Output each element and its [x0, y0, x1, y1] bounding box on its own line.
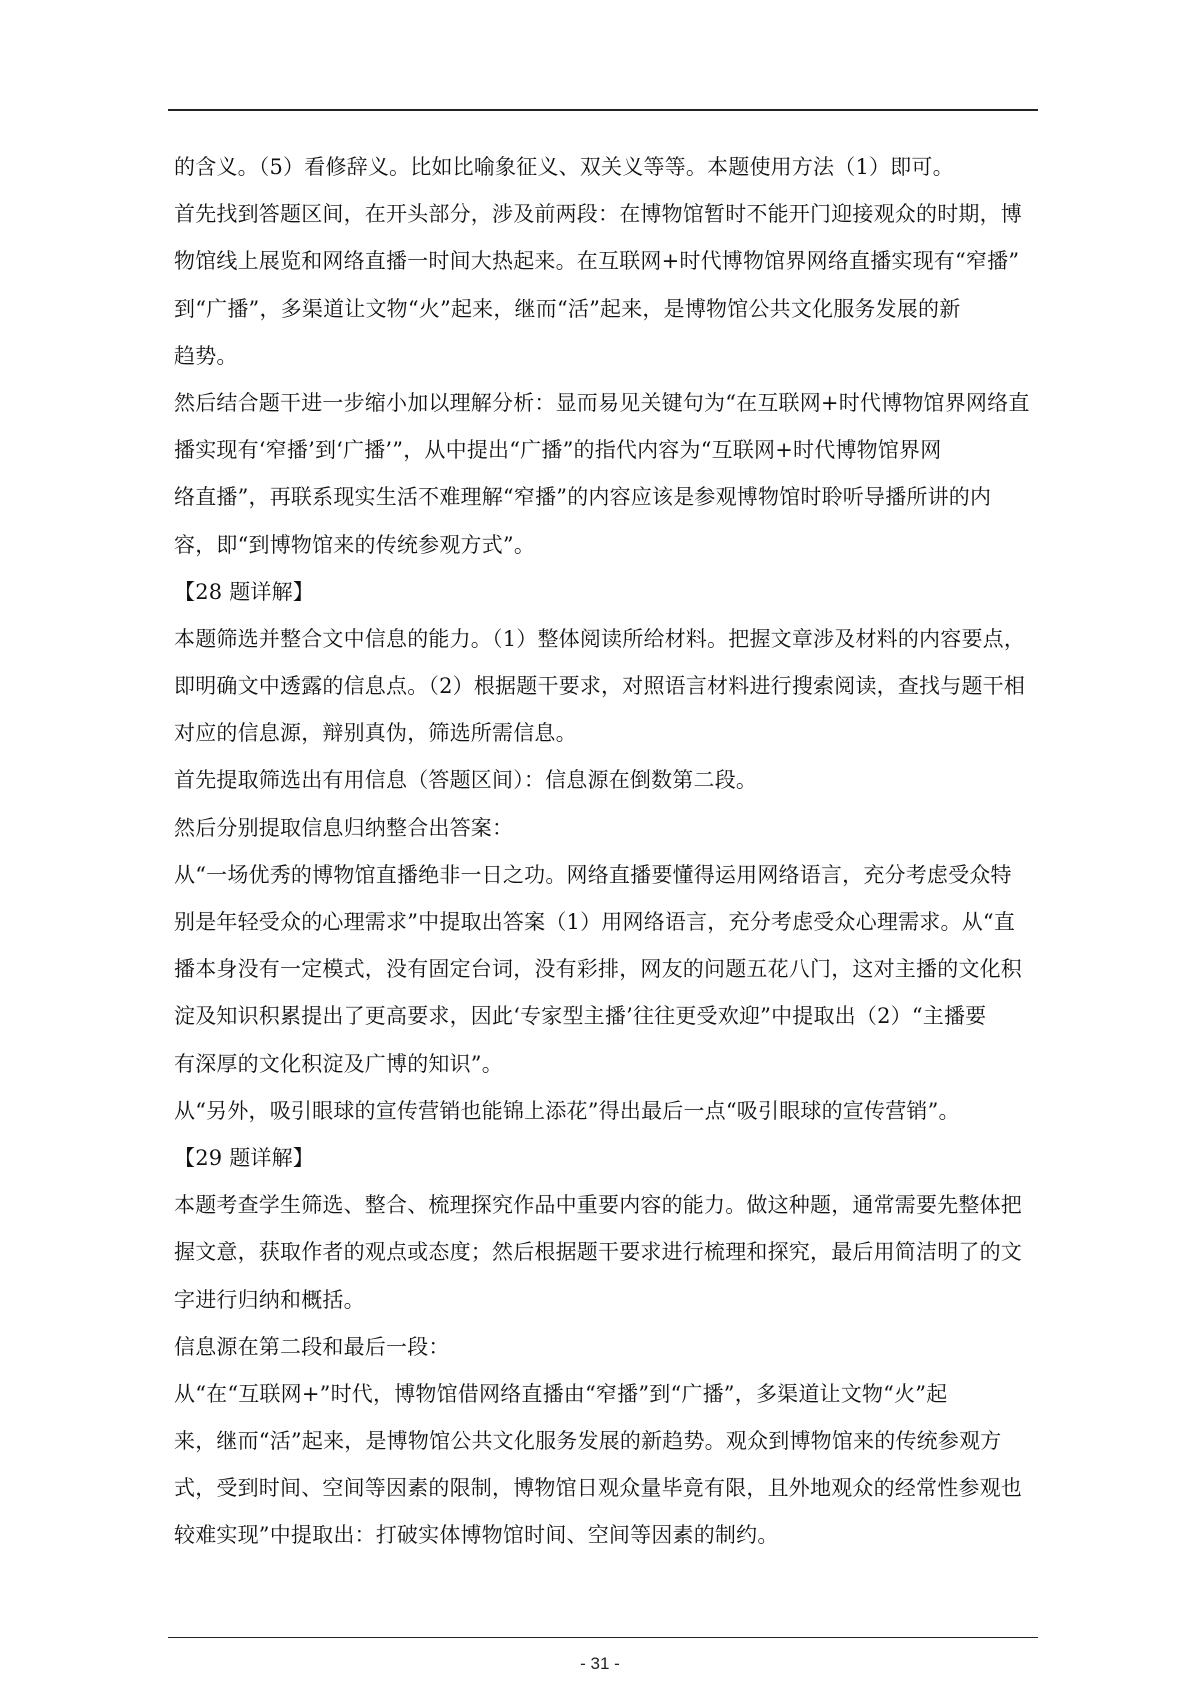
- body-line: 首先找到答题区间，在开头部分，涉及前两段：在博物馆暂时不能开门迎接观众的时期，博: [174, 202, 1022, 227]
- page-body: [174, 150, 1040, 1566]
- section-heading-28: 【28 题详解】: [174, 579, 314, 604]
- body-line: 即明确文中透露的信息点。（2）根据题干要求，对照语言材料进行搜索阅读，查找与题干相: [174, 674, 1026, 699]
- body-line: 别是年轻受众的心理需求”中提取出答案（1）用网络语言，充分考虑受众心理需求。从“直: [174, 910, 1016, 934]
- body-line: 络直播”，再联系现实生活不难理解“窄播”的内容应该是参观博物馆时聆听导播所讲的内: [174, 485, 992, 510]
- body-line: 然后结合题干进一步缩小加以理解分析：显而易见关键句为“在互联网+时代博物馆界网络直: [174, 390, 1030, 415]
- body-line: 从“一场优秀的博物馆直播绝非一日之功。网络直播要懂得运用网络语言，充分考虑受众特: [174, 862, 1012, 887]
- body-line: 信息源在第二段和最后一段：: [174, 1334, 450, 1359]
- header-rule: [168, 109, 1038, 111]
- page-number: - 31 -: [580, 1654, 620, 1673]
- body-line: 对应的信息源，辩别真伪，筛选所需信息。: [174, 721, 577, 746]
- body-line: 趋势。: [174, 343, 238, 368]
- body-line: 较难实现”中提取出：打破实体博物馆时间、空间等因素的制约。: [174, 1523, 779, 1548]
- body-line: 淀及知识积累提出了更高要求，因此‘专家型主播’往往更受欢迎”中提取出（2）“主播要: [174, 1004, 987, 1029]
- body-line: 从“另外，吸引眼球的宣传营销也能锦上添花”得出最后一点“吸引眼球的宣传营销”。: [174, 1098, 960, 1123]
- body-line: 然后分别提取信息归纳整合出答案：: [174, 815, 514, 840]
- body-line: 容，即“到博物馆来的传统参观方式”。: [174, 532, 536, 557]
- body-line: 播实现有‘窄播’到‘广播’”，从中提出“广播”的指代内容为“互联网+时代博物馆界网: [174, 438, 942, 463]
- body-line: 的含义。（5）看修辞义。比如比喻象征义、双关义等等。本题使用方法（1）即可。: [174, 155, 954, 179]
- body-line: 从“在“互联网+”时代，博物馆借网络直播由“窄播”到“广播”，多渠道让文物“火”起: [174, 1381, 948, 1406]
- body-line: 来，继而“活”起来，是博物馆公共文化服务发展的新趋势。观众到博物馆来的传统参观方: [174, 1429, 1002, 1454]
- body-line: 握文意，获取作者的观点或态度；然后根据题干要求进行梳理和探究，最后用简洁明了的文: [174, 1240, 1022, 1265]
- body-line: 字进行归纳和概括。: [174, 1287, 365, 1312]
- body-line: 物馆线上展览和网络直播一时间大热起来。在互联网+时代博物馆界网络直播实现有“窄播”: [174, 249, 1020, 274]
- body-line: 首先提取筛选出有用信息（答题区间）：信息源在倒数第二段。: [174, 768, 758, 793]
- body-line: 式，受到时间、空间等因素的限制，博物馆日观众量毕竟有限，且外地观众的经常性参观也: [174, 1476, 1022, 1501]
- body-line: 本题考查学生筛选、整合、梳理探究作品中重要内容的能力。做这种题，通常需要先整体把: [174, 1193, 1022, 1218]
- body-line: 本题筛选并整合文中信息的能力。（1）整体阅读所给材料。把握文章涉及材料的内容要点，: [174, 626, 1026, 651]
- footer-rule: [168, 1637, 1038, 1638]
- body-line: 到“广播”，多渠道让文物“火”起来，继而“活”起来，是博物馆公共文化服务发展的新: [174, 296, 961, 321]
- body-line: 播本身没有一定模式，没有固定台词，没有彩排，网友的问题五花八门，这对主播的文化积: [174, 957, 1022, 982]
- body-line: 有深厚的文化积淀及广博的知识”。: [174, 1051, 503, 1076]
- section-heading-29: 【29 题详解】: [174, 1145, 314, 1170]
